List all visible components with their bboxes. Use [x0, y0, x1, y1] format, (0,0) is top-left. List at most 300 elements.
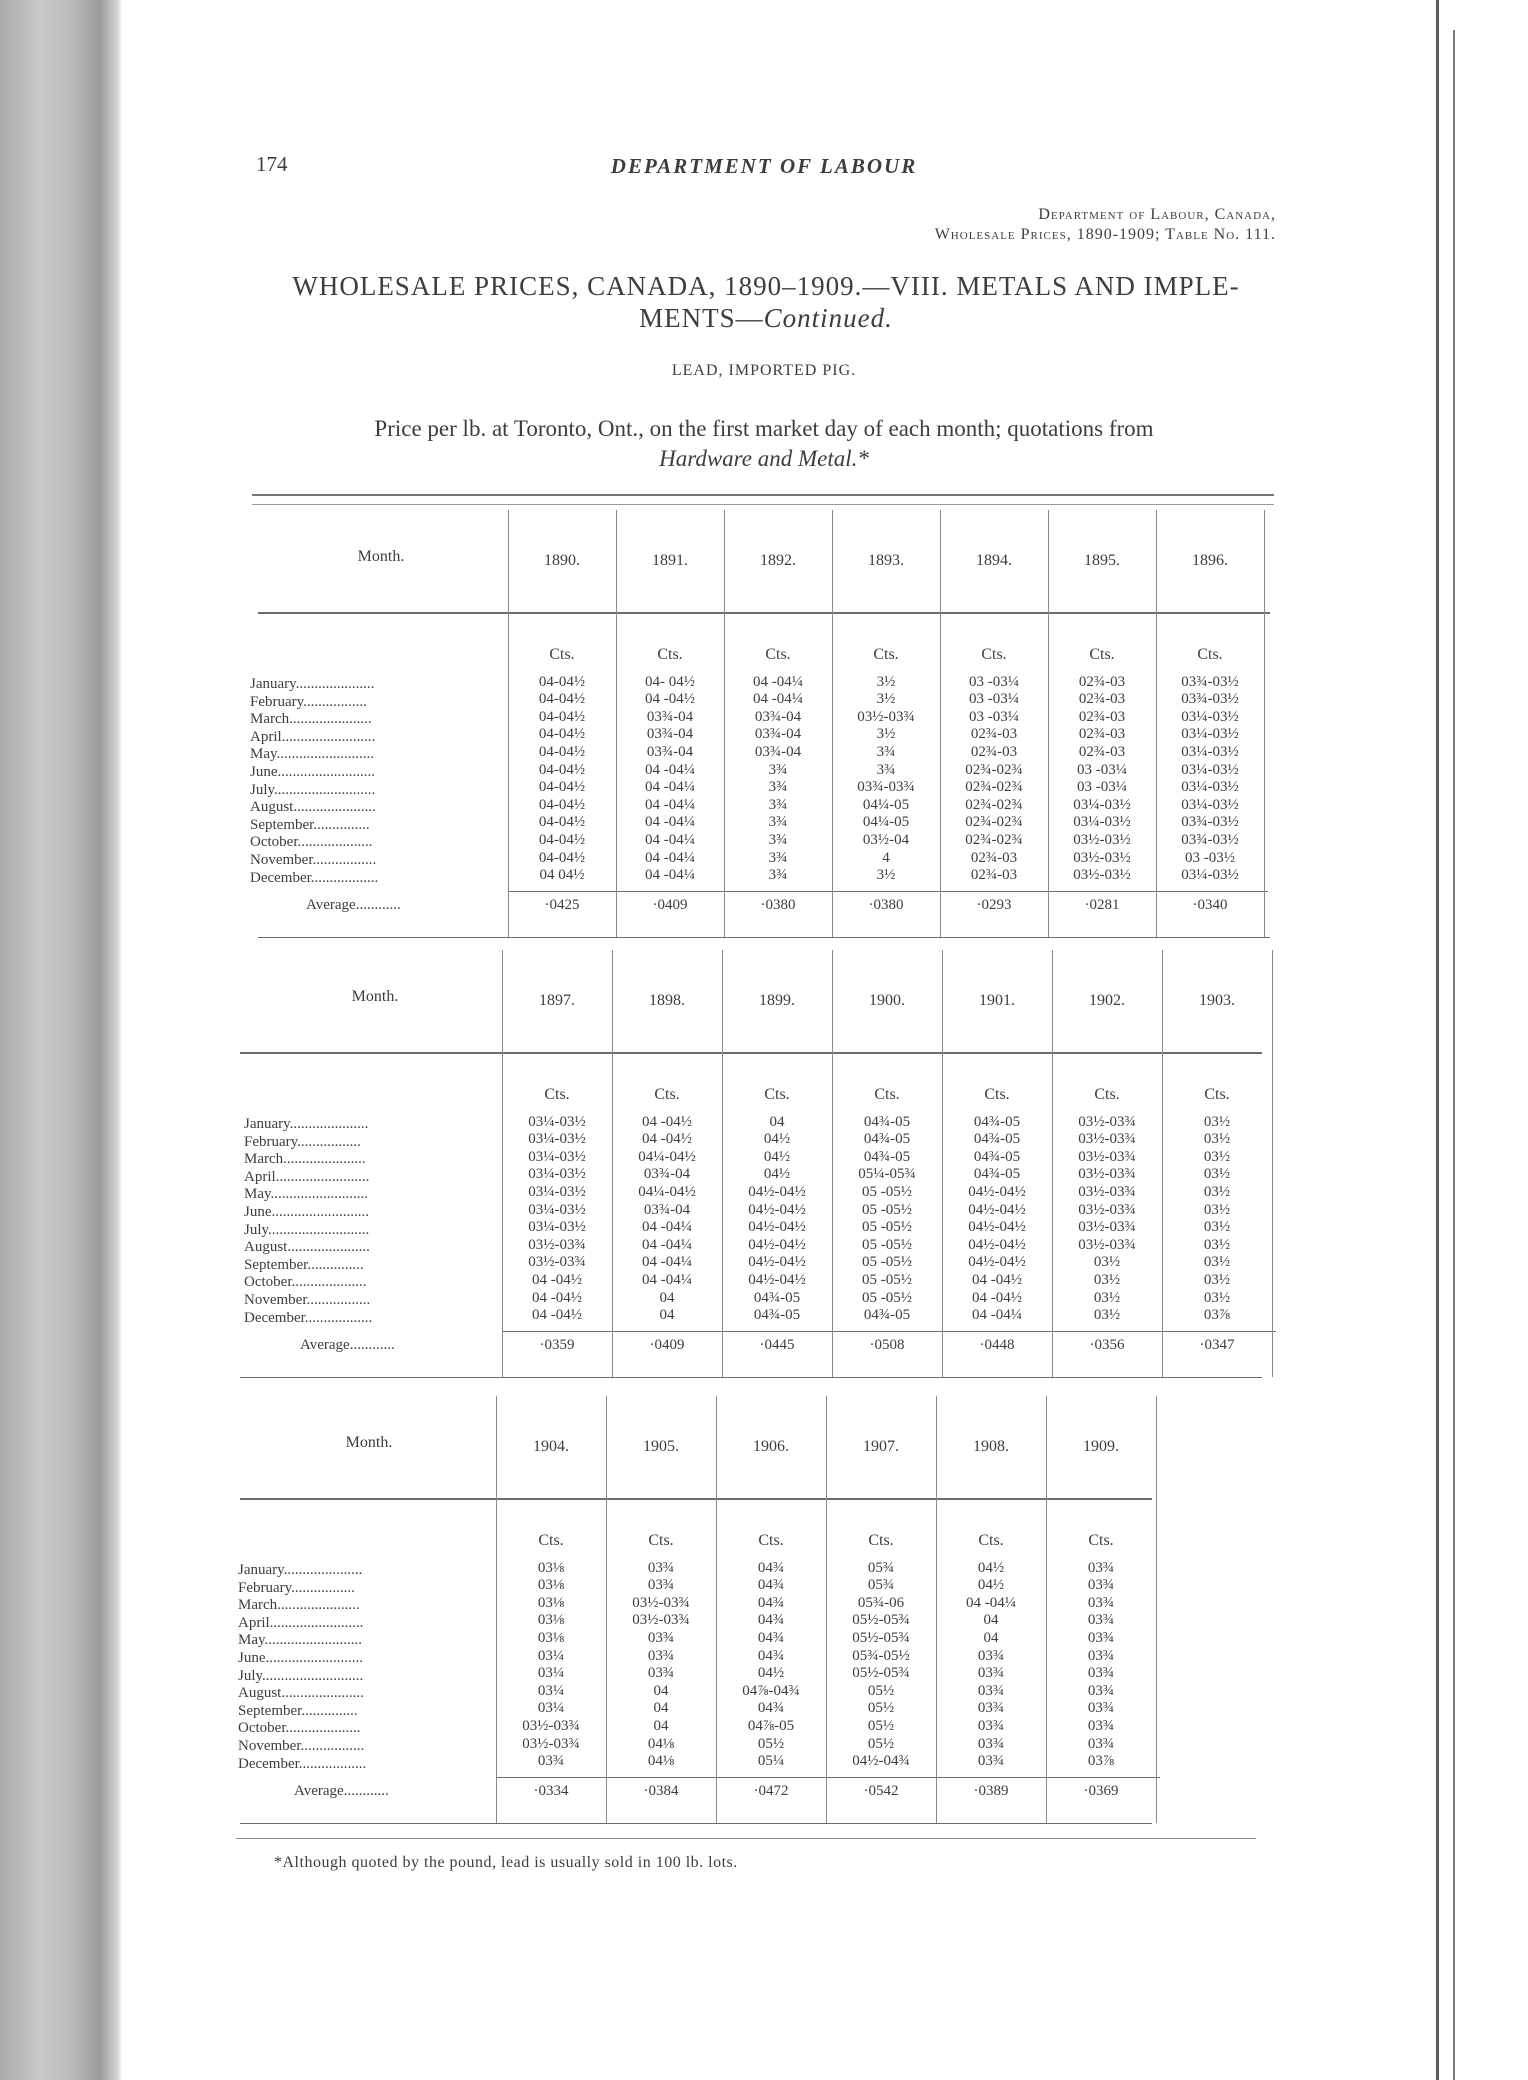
year-header: 1903.: [1199, 992, 1235, 1009]
year-header: 1906.: [753, 1438, 789, 1455]
unit-label: Cts.: [765, 646, 791, 663]
average-rule: [502, 1331, 1276, 1332]
header-rule: [258, 612, 1270, 614]
unit-label: Cts.: [1089, 646, 1115, 663]
price-cell: 02¾-03: [1078, 726, 1126, 743]
month-label: September...............: [244, 1256, 364, 1273]
price-cell: 04 -04½: [532, 1289, 582, 1306]
price-cell: 04¼-04½: [638, 1183, 696, 1200]
price-cell: 05¾: [867, 1577, 895, 1594]
price-cell: 03¾: [977, 1753, 1005, 1770]
month-label: June..........................: [244, 1203, 369, 1220]
price-cell: 04¾-05: [973, 1166, 1021, 1183]
price-cell: 04½: [763, 1148, 791, 1165]
price-cell: 04 -04¼: [642, 1236, 692, 1253]
year-header: 1895.: [1084, 552, 1120, 569]
price-cell: 03¾: [977, 1682, 1005, 1699]
year-values-column: [512, 646, 612, 885]
price-cell: 03¾-04: [643, 1201, 691, 1218]
price-cell: 03½-03¾: [1078, 1183, 1136, 1200]
month-labels: [238, 1562, 496, 1773]
price-cell: 03¾-04: [646, 743, 694, 760]
price-cell: 05½: [867, 1700, 895, 1717]
year-values-column: [720, 1532, 822, 1771]
price-cell: 05 -05½: [862, 1271, 912, 1288]
average-value: ·0409: [652, 897, 688, 914]
month-label: July...........................: [244, 1221, 370, 1238]
price-cell: 04½-04½: [968, 1236, 1026, 1253]
average-label: Average............: [294, 1783, 389, 1800]
year-values-column: [946, 1086, 1048, 1325]
unit-label: Cts.: [654, 1086, 680, 1103]
price-cell: 03½-03¾: [528, 1254, 586, 1271]
price-cell: 04⅞-04¾: [742, 1682, 800, 1699]
year-header: 1891.: [652, 552, 688, 569]
running-head: DEPARTMENT OF LABOUR: [610, 154, 918, 178]
average-value: ·0472: [753, 1783, 789, 1800]
price-cell: 03¾: [1087, 1594, 1115, 1611]
average-value: ·0281: [1084, 897, 1120, 914]
column-divider: [940, 510, 941, 937]
price-cell: 03¼-03½: [528, 1201, 586, 1218]
price-cell: 04 -04¼: [642, 1219, 692, 1236]
price-cell: 03¼-03½: [528, 1166, 586, 1183]
price-cell: 04¾: [757, 1559, 785, 1576]
section-bottom-rule: [258, 937, 1270, 938]
column-divider: [616, 510, 617, 937]
price-cell: 04½-04½: [968, 1201, 1026, 1218]
column-divider: [826, 1396, 827, 1823]
price-cell: 03¼-03½: [528, 1219, 586, 1236]
price-cell: 03¾-04: [646, 726, 694, 743]
average-value: ·0508: [869, 1337, 905, 1354]
year-values-column: [616, 1086, 718, 1325]
price-cell: 03½: [1203, 1148, 1231, 1165]
year-values-column: [500, 1532, 602, 1771]
year-values-column: [944, 646, 1044, 885]
column-divider: [502, 950, 503, 1377]
price-cell: 02¾-02¾: [965, 779, 1023, 796]
average-value: ·0369: [1083, 1783, 1119, 1800]
price-cell: 03½: [1093, 1289, 1121, 1306]
month-label: January.....................: [244, 1116, 369, 1132]
price-cell: 04 -04¼: [642, 1271, 692, 1288]
year-values-column: [1050, 1532, 1152, 1771]
price-cell: 03¼: [537, 1700, 565, 1717]
month-column-header: Month.: [357, 548, 405, 565]
source-line-2: Wholesale Prices, 1890-1909; Table No. 111.: [934, 226, 1276, 243]
month-label: February.................: [250, 693, 367, 710]
price-cell: 03¾-03½: [1181, 673, 1239, 690]
price-cell: 03¾: [1087, 1612, 1115, 1629]
price-cell: 04-04½: [538, 831, 586, 848]
price-cell: 04-04½: [538, 673, 586, 690]
price-cell: 04¾-05: [863, 1148, 911, 1165]
month-label: November.................: [238, 1737, 365, 1754]
price-cell: 03¾: [977, 1717, 1005, 1734]
price-cell: 03¾: [977, 1665, 1005, 1682]
price-cell: 04½-04½: [748, 1271, 806, 1288]
price-cell: 02¾-03: [970, 867, 1018, 884]
price-cell: 03¾: [537, 1753, 565, 1770]
unit-label: Cts.: [1197, 646, 1223, 663]
price-note-source: Hardware and Metal.*: [659, 446, 869, 471]
price-cell: 03⅛: [537, 1612, 565, 1629]
month-label: November.................: [250, 851, 377, 868]
price-cell: 3¾: [876, 743, 896, 760]
price-cell: 04 -04¼: [753, 691, 803, 708]
price-cell: 03¾-04: [643, 1166, 691, 1183]
price-cell: 03¾: [1087, 1559, 1115, 1576]
price-cell: 03 -03¼: [1077, 761, 1127, 778]
unit-label: Cts.: [538, 1532, 564, 1549]
average-value: ·0542: [863, 1783, 899, 1800]
price-cell: 04 -04½: [532, 1271, 582, 1288]
price-cell: 3¾: [768, 761, 788, 778]
price-cell: 03¾-03½: [1181, 814, 1239, 831]
column-divider: [1162, 950, 1163, 1377]
price-cell: 04-04½: [538, 761, 586, 778]
price-cell: 03½-03¾: [1078, 1201, 1136, 1218]
price-cell: 03¾: [977, 1735, 1005, 1752]
price-cell: 03½: [1203, 1131, 1231, 1148]
price-cell: 04 -04¼: [645, 831, 695, 848]
price-cell: 02¾-03: [970, 726, 1018, 743]
column-divider: [606, 1396, 607, 1823]
footnote: *Although quoted by the pound, lead is usually sold in 100 lb. lots.: [274, 1854, 738, 1871]
year-header: 1899.: [759, 992, 795, 1009]
price-cell: 04½-04½: [748, 1254, 806, 1271]
price-cell: 04 04½: [539, 867, 585, 884]
price-cell: 05½: [867, 1735, 895, 1752]
price-cell: 04½-04¾: [852, 1753, 910, 1770]
header-rule: [240, 1052, 1262, 1054]
price-cell: 03 -03¼: [969, 673, 1019, 690]
month-label: November.................: [244, 1291, 371, 1308]
price-cell: 04: [769, 1113, 785, 1130]
month-label: March......................: [238, 1597, 360, 1614]
price-cell: 05 -05½: [862, 1219, 912, 1236]
month-label: September...............: [250, 816, 370, 833]
price-cell: 03¼-03½: [528, 1148, 586, 1165]
price-cell: 02¾-03: [1078, 673, 1126, 690]
month-label: May..........................: [250, 746, 375, 763]
price-cell: 03¾: [647, 1629, 675, 1646]
average-rule: [508, 891, 1268, 892]
price-cell: 04¾-05: [863, 1307, 911, 1324]
book-spine-shadow: [0, 0, 122, 2080]
year-header: 1894.: [976, 552, 1012, 569]
price-note-text: Price per lb. at Toronto, Ont., on the first market day of each month; quotations from: [374, 416, 1154, 441]
price-cell: 04¾-05: [973, 1148, 1021, 1165]
price-cell: 04 -04¼: [645, 814, 695, 831]
price-cell: 03½: [1093, 1307, 1121, 1324]
bottom-rule: [236, 1838, 1256, 1839]
price-cell: 03¾: [647, 1577, 675, 1594]
price-cell: 04½-04½: [748, 1219, 806, 1236]
facing-page-edge: [1436, 0, 1528, 2080]
average-label: Average............: [300, 1337, 395, 1354]
price-cell: 04-04½: [538, 779, 586, 796]
average-rule: [496, 1777, 1160, 1778]
source-line-1: Department of Labour, Canada,: [1038, 206, 1276, 223]
price-cell: 04: [653, 1700, 669, 1717]
month-label: December..................: [244, 1309, 373, 1326]
price-cell: 03¼-03½: [1073, 814, 1131, 831]
price-cell: 04¾: [757, 1647, 785, 1664]
price-cell: 03½-04: [862, 831, 910, 848]
price-cell: 03¼-03½: [528, 1131, 586, 1148]
price-cell: 03¾: [977, 1700, 1005, 1717]
average-value: ·0425: [544, 897, 580, 914]
price-note: [252, 414, 1276, 474]
price-cell: 3½: [876, 867, 896, 884]
unit-label: Cts.: [868, 1532, 894, 1549]
price-cell: 04-04½: [538, 726, 586, 743]
month-label: May..........................: [238, 1632, 363, 1649]
price-cell: 03 -03¼: [969, 691, 1019, 708]
month-label: December..................: [250, 869, 379, 886]
price-cell: 4: [882, 849, 890, 866]
price-cell: 03½: [1203, 1236, 1231, 1253]
month-label: May..........................: [244, 1186, 369, 1203]
price-cell: 04: [659, 1307, 675, 1324]
average-value: ·0389: [973, 1783, 1009, 1800]
price-cell: 03½-03¾: [522, 1735, 580, 1752]
price-cell: 03½-03½: [1073, 849, 1131, 866]
price-cell: 03¼: [537, 1665, 565, 1682]
price-cell: 04½: [763, 1131, 791, 1148]
price-cell: 04-04½: [538, 814, 586, 831]
year-values-column: [1056, 1086, 1158, 1325]
month-label: June..........................: [250, 763, 375, 780]
price-cell: 04¾: [757, 1612, 785, 1629]
price-cell: 04: [983, 1612, 999, 1629]
month-column-header: Month.: [351, 988, 399, 1005]
price-cell: 04¼-05: [862, 814, 910, 831]
unit-label: Cts.: [1094, 1086, 1120, 1103]
year-values-column: [610, 1532, 712, 1771]
price-cell: 05¼: [757, 1753, 785, 1770]
year-header: 1892.: [760, 552, 796, 569]
section-bottom-rule: [240, 1823, 1152, 1824]
price-cell: 04: [653, 1682, 669, 1699]
price-cell: 03¼-03½: [1181, 796, 1239, 813]
month-label: February.................: [238, 1579, 355, 1596]
price-cell: 04 -04¼: [645, 849, 695, 866]
price-cell: 04¼-04½: [638, 1148, 696, 1165]
column-divider: [1272, 950, 1273, 1377]
price-cell: 05 -05½: [862, 1201, 912, 1218]
price-cell: 04½-04½: [748, 1201, 806, 1218]
price-cell: 05 -05½: [862, 1254, 912, 1271]
price-cell: 3¾: [768, 849, 788, 866]
column-divider: [612, 950, 613, 1377]
price-cell: 05¾: [867, 1559, 895, 1576]
price-cell: 04¼-05: [862, 796, 910, 813]
year-values-column: [506, 1086, 608, 1325]
price-cell: 3¾: [768, 814, 788, 831]
month-label: August......................: [244, 1239, 370, 1256]
price-cell: 03¼: [537, 1682, 565, 1699]
unit-label: Cts.: [758, 1532, 784, 1549]
price-cell: 03 -03¼: [1077, 779, 1127, 796]
year-header: 1897.: [539, 992, 575, 1009]
price-cell: 03¾-04: [754, 726, 802, 743]
year-header: 1900.: [869, 992, 905, 1009]
price-cell: 03⅛: [537, 1559, 565, 1576]
month-label: August......................: [238, 1685, 364, 1702]
price-cell: 02¾-02¾: [965, 831, 1023, 848]
price-cell: 04¾-05: [973, 1131, 1021, 1148]
price-cell: 03½-03¾: [1078, 1219, 1136, 1236]
price-cell: 03½: [1203, 1113, 1231, 1130]
average-value: ·0359: [539, 1337, 575, 1354]
price-cell: 03½-03¾: [1078, 1113, 1136, 1130]
price-cell: 04 -04½: [972, 1271, 1022, 1288]
price-cell: 04½-04½: [748, 1236, 806, 1253]
price-cell: 03¼-03½: [1181, 779, 1239, 796]
month-label: October....................: [244, 1274, 367, 1291]
price-cell: 02¾-03: [1078, 691, 1126, 708]
column-divider: [1046, 1396, 1047, 1823]
price-cell: 03¾: [1087, 1682, 1115, 1699]
price-cell: 04½: [757, 1665, 785, 1682]
price-cell: 04 -04½: [972, 1289, 1022, 1306]
column-divider: [1048, 510, 1049, 937]
price-cell: 03¾: [1087, 1647, 1115, 1664]
price-cell: 03¼: [537, 1647, 565, 1664]
header-rule: [240, 1498, 1152, 1500]
year-values-column: [620, 646, 720, 885]
price-cell: 04 -04¼: [645, 761, 695, 778]
price-cell: 03½: [1203, 1201, 1231, 1218]
average-value: ·0334: [533, 1783, 569, 1800]
month-label: January.....................: [238, 1562, 363, 1578]
price-cell: 03¼-03½: [1181, 708, 1239, 725]
price-cell: 04: [653, 1717, 669, 1734]
price-cell: 03¼-03½: [1181, 867, 1239, 884]
price-cell: 03¾: [1087, 1700, 1115, 1717]
month-label: June..........................: [238, 1649, 363, 1666]
year-header: 1890.: [544, 552, 580, 569]
average-value: ·0409: [649, 1337, 685, 1354]
unit-label: Cts.: [874, 1086, 900, 1103]
double-rule: [252, 494, 1274, 505]
price-cell: 3½: [876, 673, 896, 690]
price-cell: 03⅛: [537, 1577, 565, 1594]
price-cell: 05½-05¾: [852, 1612, 910, 1629]
price-cell: 03½: [1203, 1219, 1231, 1236]
main-title-line2: MENTS—: [639, 303, 764, 333]
main-title-line1: WHOLESALE PRICES, CANADA, 1890–1909.—VIII. METALS AND IMPLE-: [292, 271, 1240, 301]
price-cell: 05 -05½: [862, 1236, 912, 1253]
price-cell: 3½: [876, 691, 896, 708]
price-cell: 02¾-02¾: [965, 761, 1023, 778]
price-cell: 03¾-04: [754, 743, 802, 760]
price-cell: 03¾: [1087, 1577, 1115, 1594]
year-values-column: [726, 1086, 828, 1325]
price-cell: 05½: [757, 1735, 785, 1752]
month-label: March......................: [250, 711, 372, 728]
price-cell: 03½-03¾: [632, 1594, 690, 1611]
year-values-column: [830, 1532, 932, 1771]
month-column-header: Month.: [345, 1434, 393, 1451]
price-cell: 04⅛: [647, 1753, 675, 1770]
price-cell: 04 -04½: [645, 691, 695, 708]
price-cell: 03½-03¾: [522, 1717, 580, 1734]
price-cell: 3¾: [768, 779, 788, 796]
column-divider: [716, 1396, 717, 1823]
price-cell: 05 -05½: [862, 1183, 912, 1200]
year-header: 1893.: [868, 552, 904, 569]
price-cell: 03½: [1093, 1254, 1121, 1271]
price-cell: 04-04½: [538, 796, 586, 813]
price-cell: 03½-03½: [1073, 831, 1131, 848]
price-cell: 04¾: [757, 1594, 785, 1611]
price-cell: 04 -04¼: [645, 796, 695, 813]
price-cell: 03¼-03½: [1181, 761, 1239, 778]
year-values-column: [836, 646, 936, 885]
column-divider: [724, 510, 725, 937]
main-title: [256, 270, 1276, 334]
month-label: July...........................: [238, 1667, 364, 1684]
month-label: December..................: [238, 1755, 367, 1772]
month-label: April.........................: [250, 728, 376, 745]
year-header: 1904.: [533, 1438, 569, 1455]
year-header: 1909.: [1083, 1438, 1119, 1455]
price-cell: 03¼-03½: [1181, 726, 1239, 743]
unit-label: Cts.: [544, 1086, 570, 1103]
price-cell: 03½: [1093, 1271, 1121, 1288]
year-header: 1896.: [1192, 552, 1228, 569]
price-cell: 03¾: [647, 1559, 675, 1576]
section-bottom-rule: [240, 1377, 1262, 1378]
average-value: ·0445: [759, 1337, 795, 1354]
price-cell: 04 -04½: [642, 1113, 692, 1130]
month-label: January.....................: [250, 676, 375, 692]
price-cell: 05½: [867, 1717, 895, 1734]
average-value: ·0293: [976, 897, 1012, 914]
column-divider: [832, 510, 833, 937]
price-cell: 03¾-03½: [1181, 831, 1239, 848]
year-values-column: [1160, 646, 1260, 885]
price-cell: 03¼-03½: [1181, 743, 1239, 760]
price-cell: 05¾-06: [857, 1594, 905, 1611]
year-values-column: [1166, 1086, 1268, 1325]
price-cell: 02¾-02¾: [965, 796, 1023, 813]
month-label: August......................: [250, 799, 376, 816]
price-cell: 03¼-03½: [528, 1113, 586, 1130]
price-cell: 05¼-05¾: [858, 1166, 916, 1183]
price-cell: 05½-05¾: [852, 1629, 910, 1646]
price-cell: 04-04½: [538, 743, 586, 760]
year-header: 1908.: [973, 1438, 1009, 1455]
price-cell: 04½: [977, 1577, 1005, 1594]
price-cell: 04⅞-05: [747, 1717, 795, 1734]
year-values-column: [940, 1532, 1042, 1771]
price-cell: 03½-03¾: [632, 1612, 690, 1629]
price-cell: 03¾: [647, 1647, 675, 1664]
price-cell: 3¾: [876, 761, 896, 778]
year-header: 1902.: [1089, 992, 1125, 1009]
month-label: April.........................: [244, 1168, 370, 1185]
unit-label: Cts.: [978, 1532, 1004, 1549]
price-cell: 04-04½: [538, 691, 586, 708]
price-cell: 04-04½: [538, 849, 586, 866]
price-cell: 03½: [1203, 1183, 1231, 1200]
price-cell: 04⅛: [647, 1735, 675, 1752]
